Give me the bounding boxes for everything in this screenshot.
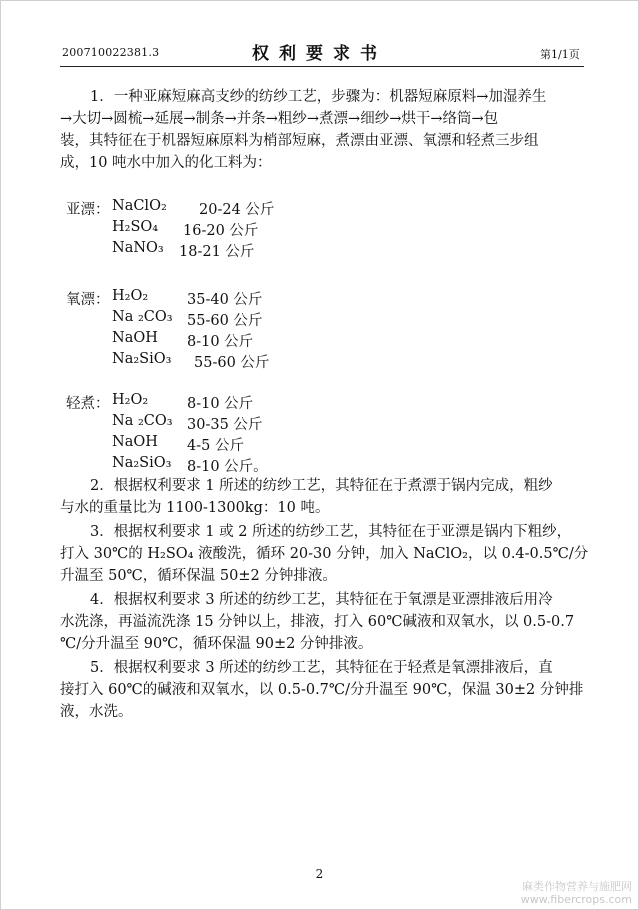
claim-3-line: 打入 30℃的 H₂SO₄ 液酸洗，循环 20-30 分钟，加入 NaClO₂，以 0.4-0.5℃/分 — [60, 546, 589, 562]
chemical-amount: 30-35 公斤 — [187, 417, 263, 433]
watermark-url: www.fibercrops.com — [520, 893, 632, 906]
claim-1-line: 1．一种亚麻短麻高支纱的纺纱工艺，步骤为：机器短麻原料→加湿养生 — [90, 89, 547, 105]
claim-3-line: 升温至 50℃，循环保温 50±2 分钟排液。 — [60, 568, 337, 584]
document-title: 权利要求书 — [252, 44, 387, 64]
chemical-amount: 35-40 公斤 — [187, 292, 263, 308]
chemical-amount: 20-24 公斤 — [199, 202, 275, 218]
claim-5-line: 5．根据权利要求 3 所述的纺纱工艺，其特征在于轻煮是氧漂排液后，直 — [90, 660, 553, 676]
claim-5-line: 液，水洗。 — [60, 704, 133, 720]
chemical-name: Na₂SiO₃ — [112, 455, 172, 471]
header-divider — [60, 66, 584, 67]
chemical-name: NaOH — [112, 434, 158, 450]
claim-2-line: 与水的重量比为 1100-1300kg：10 吨。 — [60, 500, 330, 516]
chemical-amount: 55-60 公斤 — [194, 355, 270, 371]
claim-4-line: 4．根据权利要求 3 所述的纺纱工艺，其特征在于氧漂是亚漂排液后用冷 — [90, 592, 553, 608]
claim-1-line: 装，其特征在于机器短麻原料为梢部短麻，煮漂由亚漂、氧漂和轻煮三步组 — [60, 133, 539, 149]
claim-4 — [60, 589, 582, 655]
chemical-name: Na ₂CO₃ — [112, 413, 173, 429]
application-number: 200710022381.3 — [62, 46, 160, 59]
claim-2 — [60, 475, 582, 519]
watermark-site-name: 麻类作物营养与施肥网 — [522, 880, 632, 893]
chemical-name: NaClO₂ — [112, 198, 167, 214]
claim-5-line: 接打入 60℃的碱液和双氧水，以 0.5-0.7℃/分升温至 90℃，保温 30±2 分钟排 — [60, 682, 584, 698]
group-label-oxygen-bleach: 氧漂： — [66, 292, 110, 308]
chemical-name: NaNO₃ — [112, 240, 164, 256]
claim-4-line: 水洗涤，再溢流洗涤 15 分钟以上，排液，打入 60℃碱液和双氧水，以 0.5-0.7 — [60, 614, 575, 630]
claim-3-line: 3．根据权利要求 1 或 2 所述的纺纱工艺，其特征在于亚漂是锅内下粗纱， — [90, 524, 572, 540]
claim-5 — [60, 657, 582, 723]
claim-1-line: →大切→圆梳→延展→制条→并条→粗纱→煮漂→细纱→烘干→络筒→包 — [60, 111, 499, 127]
group-label-sub-bleach: 亚漂： — [66, 202, 110, 218]
chemical-name: Na ₂CO₃ — [112, 309, 173, 325]
chemical-amount: 18-21 公斤 — [179, 244, 255, 260]
chemical-name: H₂O₂ — [112, 288, 149, 304]
chemical-amount: 55-60 公斤 — [187, 313, 263, 329]
page-number: 2 — [315, 867, 324, 881]
chemical-amount: 8-10 公斤。 — [187, 459, 268, 475]
chemical-amount: 8-10 公斤 — [187, 334, 254, 350]
chemical-amount: 16-20 公斤 — [183, 223, 259, 239]
chemical-amount: 8-10 公斤 — [187, 396, 254, 412]
chemical-name: H₂O₂ — [112, 392, 149, 408]
page-indicator: 第1/1页 — [540, 48, 580, 61]
claim-4-line: ℃/分升温至 90℃，循环保温 90±2 分钟排液。 — [60, 636, 373, 652]
claim-1 — [60, 86, 582, 174]
chemical-name: Na₂SiO₃ — [112, 351, 172, 367]
chemical-name: NaOH — [112, 330, 158, 346]
watermark — [492, 880, 632, 906]
chemical-amount: 4-5 公斤 — [187, 438, 244, 454]
group-label-light-scour: 轻煮： — [66, 396, 110, 412]
claim-3 — [60, 521, 589, 587]
claim-2-line: 2．根据权利要求 1 所述的纺纱工艺，其特征在于煮漂于锅内完成，粗纱 — [90, 478, 553, 494]
claim-1-line: 成，10 吨水中加入的化工料为： — [60, 155, 272, 171]
chemical-name: H₂SO₄ — [112, 219, 159, 235]
